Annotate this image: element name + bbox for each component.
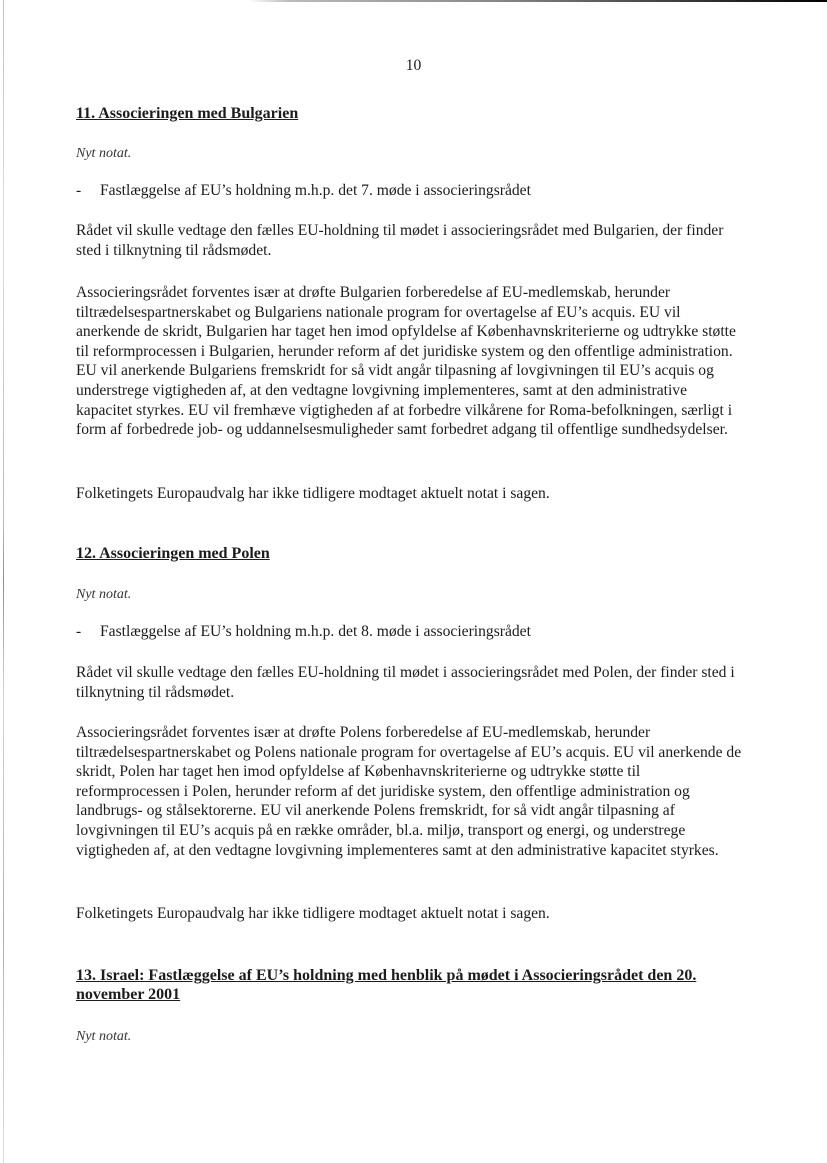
scan-top-edge [0, 0, 827, 2]
scan-left-edge [3, 0, 4, 1163]
paragraph-11-2: Associeringsrådet forventes især at drøfte Bulgarien forberedelse af EU-medlemskab, herunder tiltrædelsespartnerskabet og Bulgariens nationale program for overtagelse af EU’s acquis. EU vil anerkende de skridt, Bulgarien har taget hen imod opfyldelse af Københavnskriterierne og udtrykke støtte til reformprocessen i Bulgarien, herunder reform af det juridiske system og den offentlige administration. EU vil anerkende Bulgariens fremskridt for så vidt angår tilpasning af lovgivningen til EU’s acquis og understrege vigtigheden af, at den vedtagne lovgivning implementeres, samt at den administrative kapacitet styrkes. EU vil fremhæve vigtigheden af at forbedre vilkårene for Roma-befolkningen, særligt i form af forbedrede job- og uddannelsesmuligheder samt forbedret adgang til offentlige sundhedsydelser. [76, 284, 736, 439]
paragraph-12-3: Folketingets Europaudvalg har ikke tidligere modtaget aktuelt notat i sagen. [76, 905, 550, 922]
paragraph-11-1: Rådet vil skulle vedtage den fælles EU-holdning til mødet i associeringsrådet med Bulgarien, der finder sted i tilknytning til rådsmødet. [76, 222, 724, 259]
section-status-13: Nyt notat. [76, 1029, 132, 1044]
bullet-dash: - [76, 623, 82, 640]
section-heading-12: 12. Associeringen med Polen [76, 545, 270, 562]
paragraph-12-1: Rådet vil skulle vedtage den fælles EU-holdning til mødet i associeringsrådet med Polen, der finder sted i tilknytning til rådsmødet. [76, 664, 735, 701]
bullet-item-12 [76, 622, 531, 642]
section-heading-13: 13. Israel: Fastlæggelse af EU’s holdning med henblik på mødet i Associeringsrådet den 20. november 2001 [76, 967, 697, 1003]
bullet-text-12: Fastlæggelse af EU’s holdning m.h.p. det 8. møde i associeringsrådet [100, 623, 531, 640]
section-heading-11: 11. Associeringen med Bulgarien [76, 105, 299, 122]
bullet-dash: - [76, 182, 82, 199]
bullet-text-11: Fastlæggelse af EU’s holdning m.h.p. det 7. møde i associeringsrådet [100, 182, 531, 199]
page-number: 10 [405, 57, 422, 74]
bullet-item-11 [76, 181, 531, 201]
section-status-11: Nyt notat. [76, 146, 132, 161]
section-status-12: Nyt notat. [76, 587, 132, 602]
paragraph-12-2: Associeringsrådet forventes især at drøfte Polens forberedelse af EU-medlemskab, herunder tiltrædelsespartnerskabet og Polens nationale program for overtagelse af EU’s acquis. EU vil anerkende de skridt, Polen har taget hen imod opfyldelse af Københavnskriterierne og udtrykke støtte til reformprocessen i Polen, herunder reform af det juridiske system, den offentlige administration og landbrugs- og stålsektorerne. EU vil anerkende Polens fremskridt, for så vidt angår tilpasning af lovgivningen til EU’s acquis på en række områder, bl.a. miljø, transport og energi, og understrege vigtigheden af, at den vedtagne lovgivning implementeres samt at den administrative kapacitet styrkes. [76, 724, 742, 859]
paragraph-11-3: Folketingets Europaudvalg har ikke tidligere modtaget aktuelt notat i sagen. [76, 485, 550, 502]
